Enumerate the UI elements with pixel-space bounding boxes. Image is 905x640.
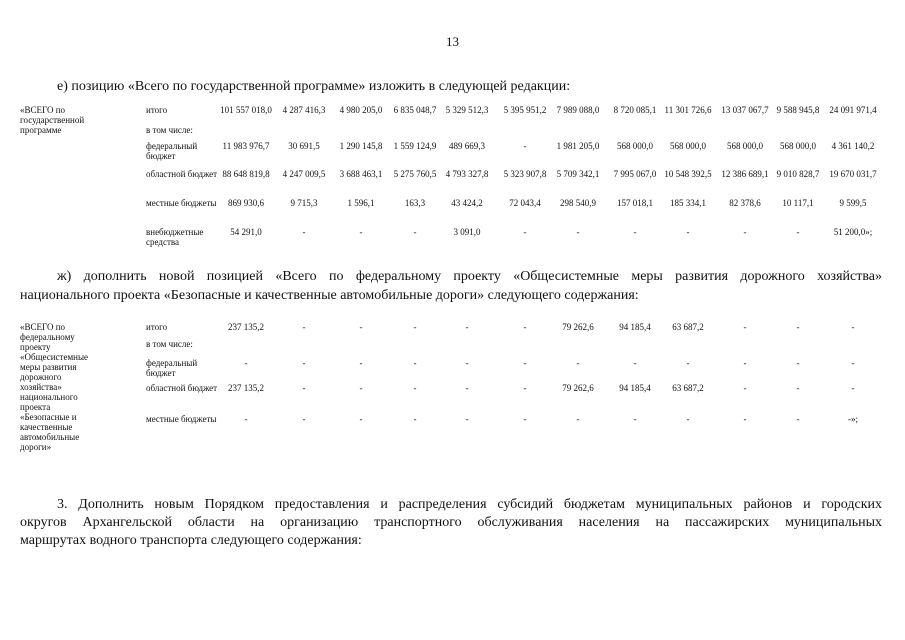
table-cell: - bbox=[465, 383, 469, 393]
table-cell: 1 290 145,8 bbox=[339, 141, 383, 151]
table-cell: 88 648 819,8 bbox=[222, 169, 270, 179]
row-label: областной бюджет bbox=[146, 383, 218, 393]
table1-label: «ВСЕГО по государственной программе bbox=[20, 105, 85, 135]
table-cell: - bbox=[413, 322, 417, 332]
table-cell: - bbox=[465, 414, 469, 424]
table-cell: - bbox=[413, 227, 417, 237]
table-cell: 237 135,2 bbox=[228, 383, 264, 393]
table-cell: 4 980 205,0 bbox=[339, 105, 383, 115]
table-cell: - bbox=[743, 227, 747, 237]
table-cell: - bbox=[302, 358, 306, 368]
table-cell: 1 981 205,0 bbox=[556, 141, 600, 151]
table-cell: - bbox=[413, 358, 417, 368]
table-cell: - bbox=[576, 358, 580, 368]
table-cell: 9 715,3 bbox=[290, 198, 318, 208]
table-cell: 5 275 760,5 bbox=[393, 169, 437, 179]
table-cell: - bbox=[743, 322, 747, 332]
paragraph-3-line1: 3. Дополнить новым Порядком предоставления и распределения субсидий бюджетам муниципальных районов и городских bbox=[57, 497, 882, 512]
table-cell: -»; bbox=[848, 414, 858, 424]
table-cell: - bbox=[302, 227, 306, 237]
table-cell: 7 989 088,0 bbox=[556, 105, 600, 115]
table-cell: - bbox=[302, 322, 306, 332]
table-cell: - bbox=[413, 414, 417, 424]
table-cell: 9 010 828,7 bbox=[776, 169, 820, 179]
table-cell: - bbox=[523, 322, 527, 332]
table-cell: 5 329 512,3 bbox=[445, 105, 489, 115]
table-cell: - bbox=[633, 414, 637, 424]
table-cell: - bbox=[359, 414, 363, 424]
table-cell: 72 043,4 bbox=[509, 198, 541, 208]
table-cell: - bbox=[244, 358, 248, 368]
table-cell: 157 018,1 bbox=[617, 198, 653, 208]
table-cell: 5 709 342,1 bbox=[556, 169, 600, 179]
table-cell: 54 291,0 bbox=[230, 227, 262, 237]
table-cell: - bbox=[302, 414, 306, 424]
table-cell: 7 995 067,0 bbox=[613, 169, 657, 179]
table-cell: - bbox=[359, 358, 363, 368]
table-cell: - bbox=[796, 227, 800, 237]
row-label: в том числе: bbox=[146, 125, 193, 135]
table-cell: - bbox=[523, 383, 527, 393]
table-cell: - bbox=[743, 383, 747, 393]
table-cell: 869 930,6 bbox=[228, 198, 264, 208]
table-cell: 4 247 009,5 bbox=[282, 169, 326, 179]
table-cell: 3 091,0 bbox=[453, 227, 481, 237]
paragraph-3-line3: маршрутах водного транспорта следующего содержания: bbox=[20, 533, 362, 548]
table-cell: 568 000,0 bbox=[780, 141, 816, 151]
table-cell: 1 559 124,9 bbox=[393, 141, 437, 151]
table-cell: 43 424,2 bbox=[451, 198, 483, 208]
table-cell: - bbox=[743, 358, 747, 368]
table-cell: 1 596,1 bbox=[347, 198, 375, 208]
row-label: внебюджетные средства bbox=[146, 227, 204, 247]
table-cell: 63 687,2 bbox=[672, 383, 704, 393]
table-cell: - bbox=[359, 227, 363, 237]
table-cell: - bbox=[796, 322, 800, 332]
table-cell: 10 117,1 bbox=[782, 198, 814, 208]
table-cell: 489 669,3 bbox=[449, 141, 485, 151]
paragraph-zh-line1: ж) дополнить новой позицией «Всего по федеральному проекту «Общесистемные меры развития дорожного хозяйства» bbox=[57, 269, 882, 284]
row-label: в том числе: bbox=[146, 339, 193, 349]
table-cell: 568 000,0 bbox=[727, 141, 763, 151]
table-cell: 94 185,4 bbox=[619, 322, 651, 332]
table-cell: - bbox=[244, 414, 248, 424]
table-cell: - bbox=[851, 322, 855, 332]
row-label: областной бюджет bbox=[146, 169, 218, 179]
table-cell: 5 395 951,2 bbox=[503, 105, 547, 115]
table-cell: - bbox=[796, 383, 800, 393]
table-cell: - bbox=[302, 383, 306, 393]
table-cell: 94 185,4 bbox=[619, 383, 651, 393]
table-cell: - bbox=[686, 414, 690, 424]
table-cell: 79 262,6 bbox=[562, 322, 594, 332]
table-cell: - bbox=[796, 414, 800, 424]
table-cell: - bbox=[743, 414, 747, 424]
table-cell: - bbox=[686, 358, 690, 368]
table-cell: 6 835 048,7 bbox=[393, 105, 437, 115]
table-cell: - bbox=[523, 227, 527, 237]
table-cell: - bbox=[851, 358, 855, 368]
table-cell: - bbox=[523, 141, 527, 151]
table-cell: 12 386 689,1 bbox=[721, 169, 769, 179]
table-cell: 8 720 085,1 bbox=[613, 105, 657, 115]
table-cell: - bbox=[633, 227, 637, 237]
table-cell: - bbox=[413, 383, 417, 393]
table-cell: - bbox=[359, 383, 363, 393]
table-cell: - bbox=[576, 227, 580, 237]
table-cell: - bbox=[686, 227, 690, 237]
table-cell: - bbox=[465, 322, 469, 332]
table-cell: - bbox=[523, 414, 527, 424]
table-cell: 30 691,5 bbox=[288, 141, 320, 151]
table-cell: 24 091 971,4 bbox=[829, 105, 877, 115]
paragraph-3-line2: округов Архангельской области на организацию транспортного обслуживания населения на пассажирских муниципальных bbox=[20, 515, 882, 530]
table-cell: 163,3 bbox=[404, 198, 426, 208]
table-cell: 13 037 067,7 bbox=[721, 105, 769, 115]
table-cell: 185 334,1 bbox=[670, 198, 706, 208]
paragraph-zh-line2: национального проекта «Безопасные и качественные автомобильные дороги» следующего содержания: bbox=[20, 288, 639, 303]
paragraph-e: е) позицию «Всего по государственной программе» изложить в следующей редакции: bbox=[57, 79, 571, 94]
table-cell: 237 135,2 bbox=[228, 322, 264, 332]
table-cell: 9 588 945,8 bbox=[776, 105, 820, 115]
table-cell: - bbox=[851, 383, 855, 393]
row-label: местные бюджеты bbox=[146, 198, 217, 208]
row-label: федеральный бюджет bbox=[146, 141, 198, 161]
table-cell: - bbox=[633, 358, 637, 368]
table-cell: 79 262,6 bbox=[562, 383, 594, 393]
table-cell: 5 323 907,8 bbox=[503, 169, 547, 179]
row-label: местные бюджеты bbox=[146, 414, 217, 424]
table-cell: 19 670 031,7 bbox=[829, 169, 877, 179]
row-label: итого bbox=[146, 322, 168, 332]
table2-label: «ВСЕГО по федеральному проекту «Общесистемные меры развития дорожного хозяйства» национального проекта «Безопасные и качественные автомобильные дороги» bbox=[20, 322, 89, 452]
table-cell: - bbox=[359, 322, 363, 332]
table-cell: 63 687,2 bbox=[672, 322, 704, 332]
table-cell: 11 983 976,7 bbox=[222, 141, 270, 151]
table-cell: - bbox=[576, 414, 580, 424]
table-cell: 4 361 140,2 bbox=[831, 141, 875, 151]
page-number: 13 bbox=[446, 34, 459, 49]
table-cell: 11 301 726,6 bbox=[664, 105, 712, 115]
table-cell: - bbox=[523, 358, 527, 368]
table-cell: 51 200,0»; bbox=[833, 227, 873, 237]
table-cell: - bbox=[465, 358, 469, 368]
table-cell: 4 793 327,8 bbox=[445, 169, 489, 179]
table-cell: 298 540,9 bbox=[560, 198, 596, 208]
table-cell: 4 287 416,3 bbox=[282, 105, 326, 115]
table-cell: 9 599,5 bbox=[839, 198, 867, 208]
table-cell: 82 378,6 bbox=[729, 198, 761, 208]
row-label: федеральный бюджет bbox=[146, 358, 198, 378]
table-cell: - bbox=[796, 358, 800, 368]
table-cell: 568 000,0 bbox=[670, 141, 706, 151]
table-cell: 10 548 392,5 bbox=[664, 169, 712, 179]
table-cell: 3 688 463,1 bbox=[339, 169, 383, 179]
row-label: итого bbox=[146, 105, 168, 115]
table-cell: 568 000,0 bbox=[617, 141, 653, 151]
table-cell: 101 557 018,0 bbox=[220, 105, 272, 115]
